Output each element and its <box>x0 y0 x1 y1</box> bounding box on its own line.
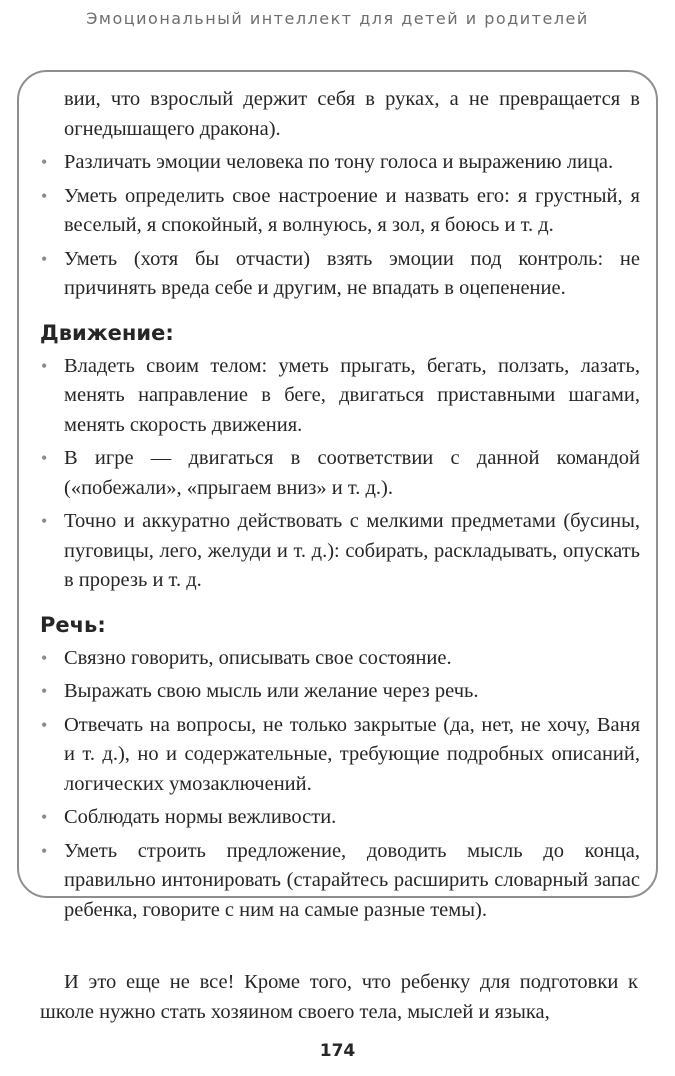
bullet-icon: • <box>41 647 48 668</box>
list-item: • Точно и аккуратно действовать с мелкими предметами (бусины, пуговицы, лего, желуди и т. д.): собирать, раскладывать, опускать в прорезь и т. д. <box>40 507 640 596</box>
box-content <box>40 85 640 925</box>
list-item: • Владеть своим телом: уметь прыгать, бегать, ползать, лазать, менять направление в беге, двигаться приставными шагами, менять скорость движения. <box>40 352 640 441</box>
running-header: Эмоциональный интеллект для детей и родителей <box>86 9 589 28</box>
bullet-icon: • <box>41 714 48 735</box>
bullet-icon: • <box>41 248 48 269</box>
list-item: • В игре — двигаться в соответствии с данной командой («побежали», «прыгаем вниз» и т. д.). <box>40 444 640 503</box>
list-item: • Выражать свою мысль или желание через речь. <box>40 677 640 707</box>
continuation-text: вии, что взрослый держит себя в руках, а не превращается в огнедышащего дракона). <box>64 88 640 140</box>
page-number: 174 <box>319 1041 356 1061</box>
bullet-icon: • <box>41 448 48 468</box>
bullet-icon: • <box>41 152 48 172</box>
movement-heading: Движение: <box>40 320 174 345</box>
list-item: • Отвечать на вопросы, не только закрытые (да, нет, не хочу, Ваня и т. д.), но и содержательные, требующие подробных описаний, логических умозаключений. <box>40 711 640 800</box>
speech-heading: Речь: <box>40 612 106 637</box>
bullet-icon: • <box>41 840 48 861</box>
bullet-icon: • <box>41 511 48 531</box>
list-item: • Связно говорить, описывать свое состояние. <box>40 644 640 674</box>
list-item: • Соблюдать нормы вежливости. <box>40 803 640 833</box>
body-paragraph: И это еще не все! Кроме того, что ребенку для подготовки к школе нужно стать хозяином своего тела, мыслей и языка, <box>40 970 638 1023</box>
list-item: • Уметь определить свое настроение и назвать его: я грустный, я веселый, я спокойный, я волнуюсь, я зол, я боюсь и т. д. <box>40 182 640 241</box>
list-item: • Различать эмоции человека по тону голоса и выражению лица. <box>40 148 640 178</box>
bullet-icon: • <box>41 355 48 376</box>
list-item: • Уметь (хотя бы отчасти) взять эмоции под контроль: не причинять вреда себе и другим, не впадать в оцепенение. <box>40 245 640 304</box>
bullet-icon: • <box>41 185 48 206</box>
bullet-icon: • <box>41 681 48 701</box>
bullet-icon: • <box>41 807 48 827</box>
list-item: • Уметь строить предложение, доводить мысль до конца, правильно интонировать (старайтесь расширить словарный запас ребенка, говорите с ним на самые разные темы). <box>40 837 640 926</box>
